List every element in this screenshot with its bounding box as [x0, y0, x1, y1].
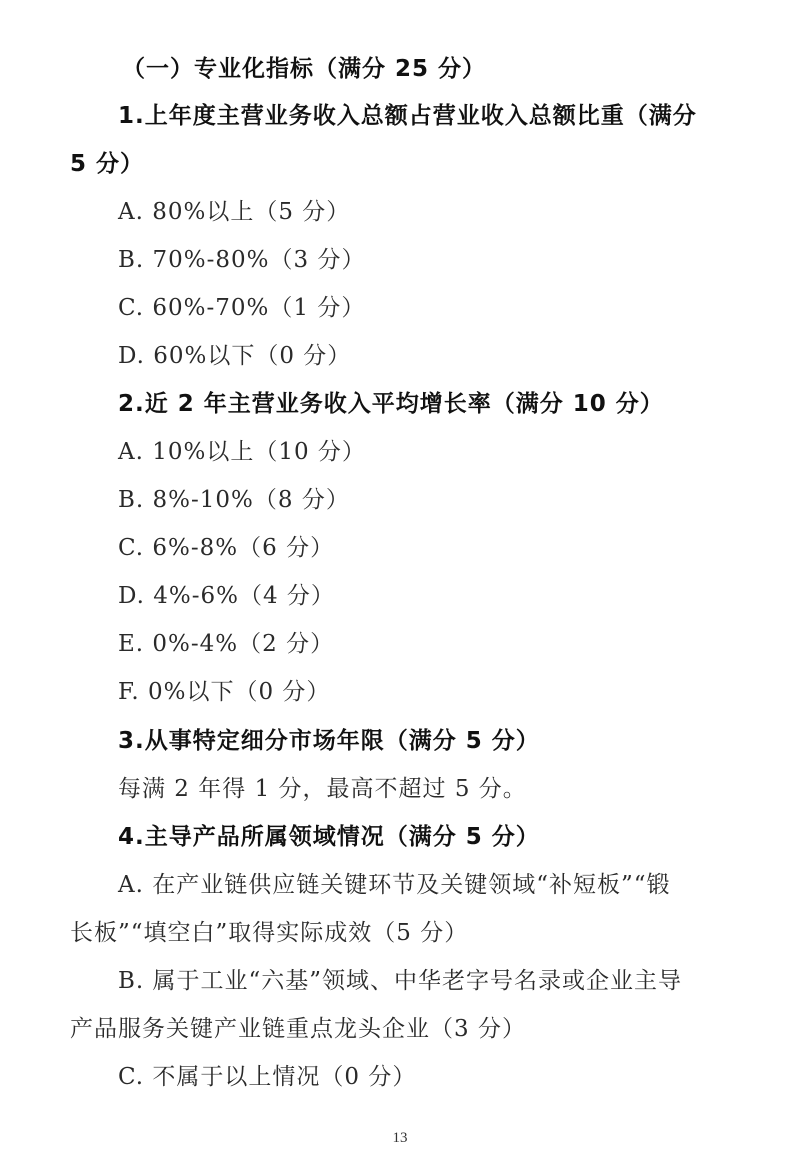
item-4-heading: 4.主导产品所属领域情况（满分 5 分）	[118, 824, 540, 850]
item-4-option-b: B. 属于工业“六基”领域、中华老字号名录或企业主导	[118, 968, 683, 994]
item-2-option-c: C. 6%-8%（6 分）	[118, 535, 335, 561]
item-2-option-a: A. 10%以上（10 分）	[118, 439, 366, 465]
item-2-option-d: D. 4%-6%（4 分）	[118, 583, 335, 609]
item-4-option-c: C. 不属于以上情况（0 分）	[118, 1064, 417, 1090]
item-2-heading: 2.近 2 年主营业务收入平均增长率（满分 10 分）	[118, 391, 664, 417]
item-4-option-a-continued: 长板”“填空白”取得实际成效（5 分）	[70, 920, 469, 946]
item-2-option-b: B. 8%-10%（8 分）	[118, 487, 350, 513]
item-1-option-c: C. 60%-70%（1 分）	[118, 295, 366, 321]
item-1-heading: 1.上年度主营业务收入总额占营业收入总额比重（满分	[118, 103, 697, 129]
item-1-heading-continued: 5 分）	[70, 151, 145, 177]
page-number: 13	[392, 1130, 408, 1146]
item-1-option-a: A. 80%以上（5 分）	[118, 199, 351, 225]
item-4-option-a: A. 在产业链供应链关键环节及关键领域“补短板”“锻	[118, 872, 671, 898]
item-2-option-f: F. 0%以下（0 分）	[118, 679, 331, 705]
item-3-body: 每满 2 年得 1 分，最高不超过 5 分。	[118, 776, 527, 802]
item-1-option-b: B. 70%-80%（3 分）	[118, 247, 366, 273]
item-3-heading: 3.从事特定细分市场年限（满分 5 分）	[118, 728, 540, 754]
item-2-option-e: E. 0%-4%（2 分）	[118, 631, 335, 657]
item-4-option-b-continued: 产品服务关键产业链重点龙头企业（3 分）	[70, 1016, 526, 1042]
item-1-option-d: D. 60%以下（0 分）	[118, 343, 352, 369]
section-title: （一）专业化指标（满分 25 分）	[122, 56, 487, 82]
